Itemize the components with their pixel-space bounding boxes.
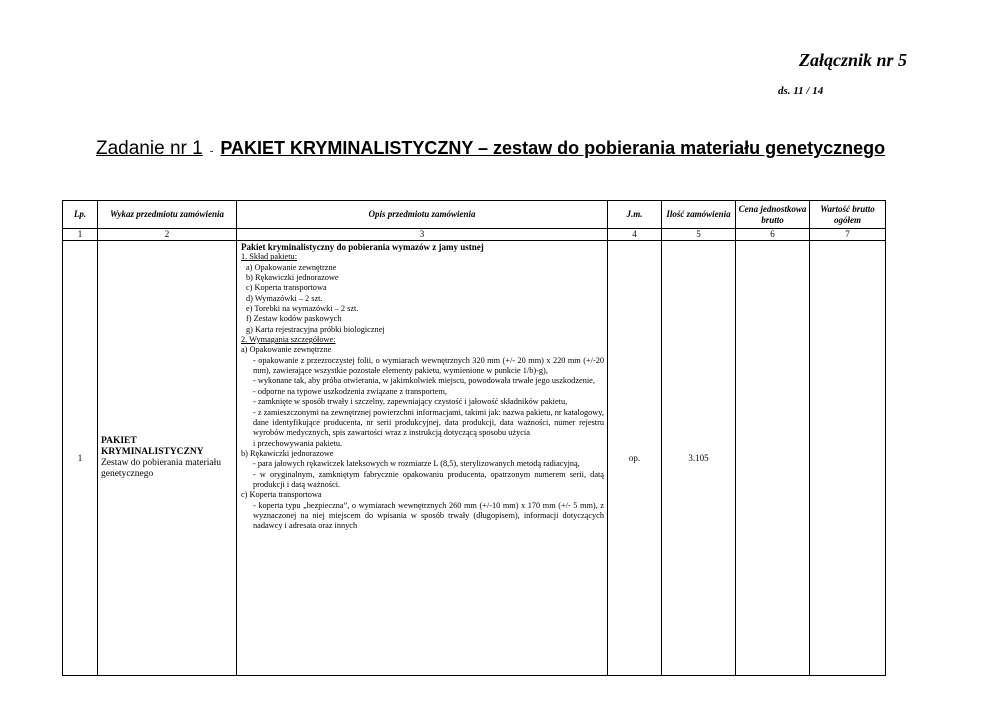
row-item-name <box>98 241 237 676</box>
task-number: Zadanie nr 1 <box>96 138 203 159</box>
list-item: c) Koperta transportowa <box>246 283 327 293</box>
column-number: 7 <box>810 229 886 241</box>
requirement-text: - odporne na typowe uszkodzenia związane z transportem, <box>253 386 447 396</box>
header-description: Opis przedmiotu zamówienia <box>237 201 608 229</box>
requirement-text: i przechowywania pakietu. <box>253 438 343 448</box>
annex-label: Załącznik nr 5 <box>798 50 907 70</box>
requirement-text: - w oryginalnym, zamkniętym fabrycznie opakowaniu producenta, opatrzonym numerem serii, datą produkcji i datą ważności. <box>253 469 604 489</box>
row-description <box>237 241 608 676</box>
subsection-heading: c) Koperta transportowa <box>241 490 322 500</box>
subsection-heading: b) Rękawiczki jednorazowe <box>241 448 334 458</box>
column-number-row <box>63 229 886 241</box>
reference-number: ds. 11 / 14 <box>778 85 824 97</box>
title-dash: - <box>209 145 214 157</box>
column-number: 4 <box>608 229 662 241</box>
list-item: b) Rękawiczki jednorazowe <box>246 273 339 283</box>
list-item: d) Wymazówki – 2 szt. <box>246 293 323 303</box>
order-table <box>62 200 886 676</box>
header-item: Wykaz przedmiotu zamówienia <box>98 201 237 229</box>
table-row <box>63 241 886 676</box>
header-total-value: Wartość brutto ogółem <box>810 201 886 229</box>
header-unit: J.m. <box>608 201 662 229</box>
column-number: 3 <box>237 229 608 241</box>
column-number: 5 <box>662 229 736 241</box>
task-subject: PAKIET KRYMINALISTYCZNY – zestaw do pobierania materiału genetycznego <box>220 138 886 158</box>
header-row <box>63 201 886 229</box>
requirement-text: - koperta typu „bezpieczna”, o wymiarach wewnętrznych 260 mm (+/-10 mm) x 170 mm (+/- 5 mm), z wyznaczonej na niej miejscem do wpisania w sposób trwały (długopisem), informacji dotyczących nadawcy i adresata oraz innych <box>253 500 604 531</box>
header-unit-price: Cena jednostkowa brutto <box>736 201 810 229</box>
list-item: e) Torebki na wymazówki – 2 szt. <box>246 304 359 314</box>
row-quantity: 3.105 <box>662 241 736 676</box>
row-total-value <box>810 241 886 676</box>
requirement-text: - z zamieszczonymi na zewnętrznej powierzchni informacjami, takimi jak: nazwa pakietu, nr katalogowy, dane identyfikujące producenta, nr serii produkcyjnej, data produkcji, data ważności, numer rejestru wyrobów medycznych, spis zawartości wraz z instrukcją dotyczącą sposobu użycia <box>253 407 604 438</box>
section-requirements: 2. Wymagania szczegółowe: <box>241 335 336 345</box>
document-title <box>96 138 885 160</box>
row-lp: 1 <box>63 241 98 676</box>
requirement-text: - zamknięte w sposób trwały i szczelny, zapewniający czystość i jałowość składników pakietu, <box>253 397 568 407</box>
requirement-text: - para jałowych rękawiczek lateksowych w rozmiarze L (8,5), sterylizowanych metodą radiacyjną, <box>253 459 580 469</box>
column-number: 2 <box>98 229 237 241</box>
row-unit-price <box>736 241 810 676</box>
item-name-rest: Zestaw do pobierania materiału genetycznego <box>101 458 222 479</box>
column-number: 6 <box>736 229 810 241</box>
column-number: 1 <box>63 229 98 241</box>
list-item: a) Opakowanie zewnętrzne <box>246 262 337 272</box>
requirement-text: - opakowanie z przezroczystej folii, o wymiarach wewnętrznych 320 mm (+/- 20 mm) x 220 mm (+/-20 mm), zawierające wszystkie pozostałe elementy pakietu, wymienione w punkcie 1/b)-g), <box>253 355 604 376</box>
description-heading: Pakiet kryminalistyczny do pobierania wymazów z jamy ustnej <box>241 242 484 252</box>
list-item: g) Karta rejestracyjna próbki biologicznej <box>246 324 385 334</box>
subsection-heading: a) Opakowanie zewnętrzne <box>241 345 332 355</box>
list-item: f) Zestaw kodów paskowych <box>246 314 342 324</box>
header-quantity: Ilość zamówienia <box>662 201 736 229</box>
section-composition: 1. Skład pakietu: <box>241 252 297 262</box>
item-name-bold: PAKIET KRYMINALISTYCZNY <box>101 436 204 457</box>
requirement-text: - wykonane tak, aby próba otwierania, w jakimkolwiek miejscu, powodowała trwałe jego uszkodzenie, <box>253 376 595 386</box>
header-lp: Lp. <box>63 201 98 229</box>
row-unit: op. <box>608 241 662 676</box>
